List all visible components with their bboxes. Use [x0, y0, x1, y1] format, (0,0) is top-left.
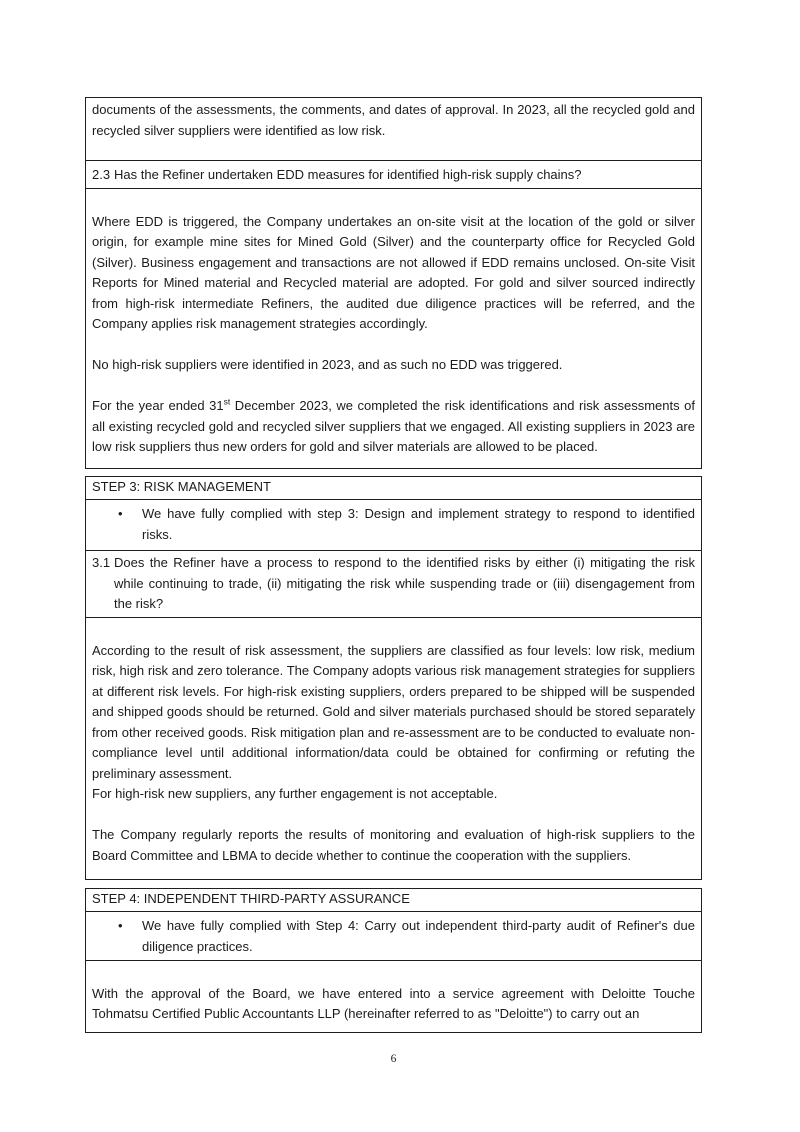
- bullet-icon: •: [118, 918, 123, 933]
- document-content: [85, 97, 702, 1065]
- table-gap: [85, 469, 702, 476]
- answer-3-1-row: [86, 617, 701, 879]
- page-number: 6: [390, 1053, 397, 1065]
- paragraph: Where EDD is triggered, the Company undertakes an on-site visit at the location of the gold or silver origin, for example mine sites for Mined Gold (Silver) and the counterparty office for Recycled Gold (Silver). Business engagement and transactions are not allowed if EDD remains unclosed. On-site Visit Reports for Mined material and Recycled material are adopted. For gold and silver sourced indirectly from high-risk intermediate Refiners, the audited due diligence practices will be referred, and the Company applies risk management strategies accordingly.: [92, 213, 695, 331]
- blank-line: [92, 335, 695, 356]
- question-3-1-row: [86, 550, 701, 617]
- section-title: STEP 3: RISK MANAGEMENT: [92, 479, 271, 494]
- step3-header-row: [86, 477, 701, 499]
- blank-line: [92, 376, 695, 397]
- question-2-3-row: [86, 160, 701, 188]
- bullet-text: We have fully complied with step 3: Design and implement strategy to respond to identified risks.: [142, 506, 695, 542]
- paragraph-text: December 2023, we completed the risk identifications and risk assessments of all existing recycled gold and recycled silver suppliers that we engaged. All existing suppliers in 2023 are low risk suppliers thus new orders for gold and silver materials are allowed to be placed.: [92, 398, 695, 454]
- paragraph-text: For the year ended 31: [92, 398, 224, 413]
- step3-compliance-bullet-row: [86, 499, 701, 550]
- blank-line: [92, 620, 695, 641]
- paragraph: No high-risk suppliers were identified in 2023, and as such no EDD was triggered.: [92, 357, 563, 372]
- table-step4-third-party-assurance: [85, 888, 702, 1033]
- step4-compliance-bullet-row: [86, 911, 701, 960]
- table-step3-risk-management: [85, 476, 702, 880]
- blank-line: [92, 963, 695, 984]
- paragraph: For high-risk new suppliers, any further engagement is not acceptable.: [92, 786, 498, 801]
- table-step2-risk-assessment: [85, 97, 702, 469]
- table-gap: [85, 880, 702, 888]
- paragraph: documents of the assessments, the comments, and dates of approval. In 2023, all the recycled gold and recycled silver suppliers were identified as low risk.: [92, 102, 695, 138]
- question-text: Does the Refiner have a process to respond to the identified risks by either (i) mitigating the risk while continuing to trade, (ii) mitigating the risk while suspending trade or (iii) disengagement from the risk?: [114, 555, 695, 611]
- step4-header-row: [86, 889, 701, 911]
- carryover-text-row: [86, 98, 701, 160]
- paragraph: The Company regularly reports the results of monitoring and evaluation of high-risk suppliers to the Board Committee and LBMA to decide whether to continue the cooperation with the suppliers.: [92, 827, 695, 863]
- question-number: 3.1: [92, 555, 111, 570]
- section-title: STEP 4: INDEPENDENT THIRD-PARTY ASSURANCE: [92, 891, 410, 906]
- bullet-icon: •: [118, 506, 123, 521]
- paragraph: With the approval of the Board, we have entered into a service agreement with Deloitte Touche Tohmatsu Certified Public Accountants LLP (hereinafter referred to as "Deloitte") to carry out an: [92, 985, 695, 1021]
- page-footer: [85, 1053, 702, 1065]
- question-number: 2.3: [92, 167, 111, 182]
- paragraph: According to the result of risk assessment, the suppliers are classified as four levels: low risk, medium risk, high risk and zero tolerance. The Company adopts various risk management strategies for suppliers at different risk levels. For high-risk existing suppliers, orders prepared to be shipped will be suspended and shipped goods should be returned. Gold and silver materials purchased should be stored separately from other received goods. Risk mitigation plan and re-assessment are to be conducted to evaluate non-compliance level until additional information/data could be obtained for confirming or refuting the preliminary assessment.: [92, 642, 695, 781]
- bullet-text: We have fully complied with Step 4: Carry out independent third-party audit of Refiner's due diligence practices.: [142, 918, 695, 954]
- answer-step4-row: [86, 960, 701, 1032]
- superscript-ordinal: st: [223, 396, 231, 407]
- blank-line: [92, 805, 695, 826]
- answer-2-3-row: [86, 188, 701, 468]
- paragraph: [92, 396, 695, 458]
- question-text: Has the Refiner undertaken EDD measures for identified high-risk supply chains?: [114, 167, 582, 182]
- blank-line: [92, 191, 695, 212]
